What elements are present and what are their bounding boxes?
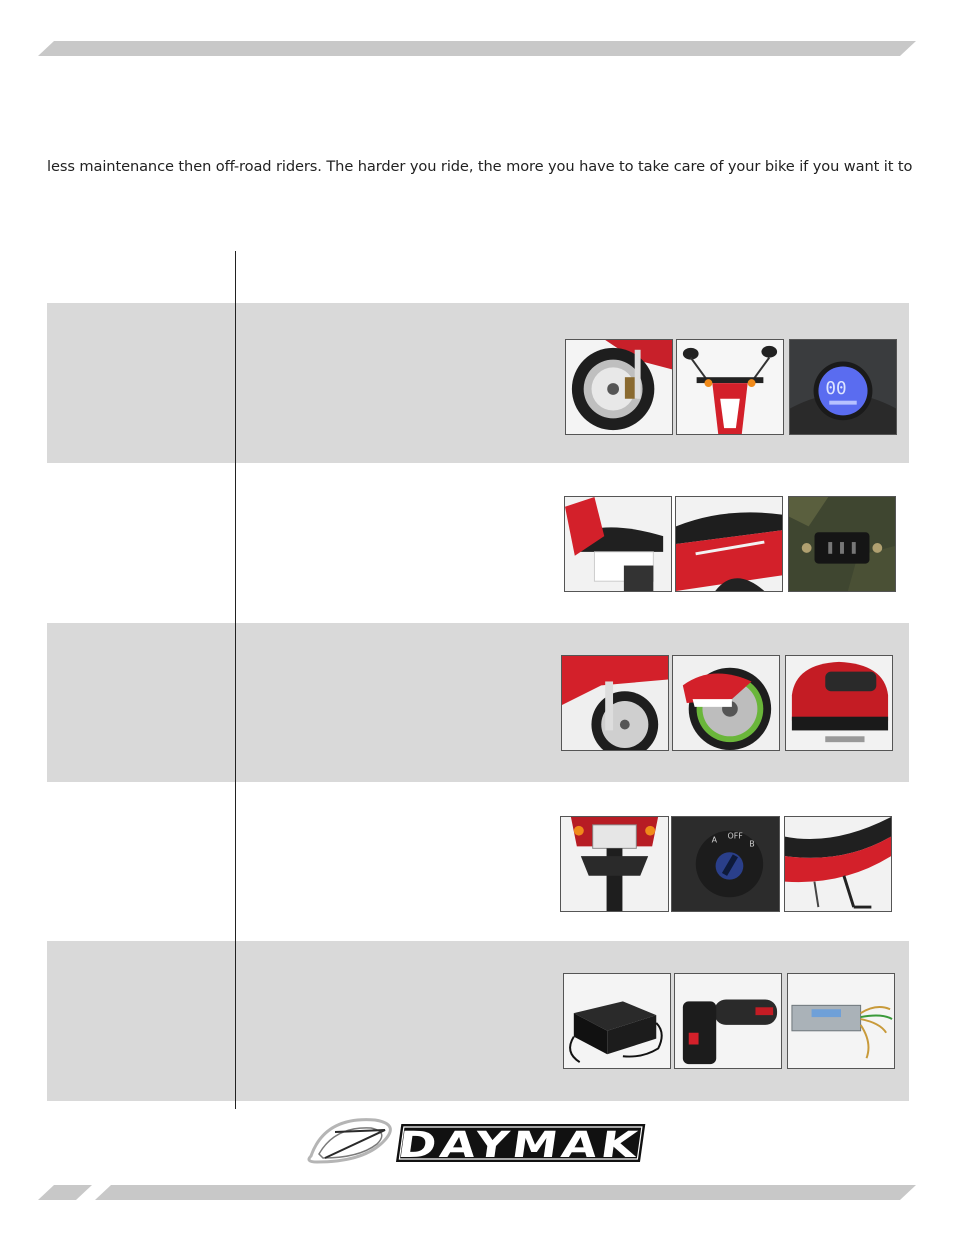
svg-text:00: 00 [825,378,847,399]
column-divider [235,251,236,1109]
front-wheel-disc-brake-photo [565,339,673,435]
motor-controller-photo [787,973,895,1069]
svg-text:B: B [749,839,755,849]
brand-name: DAYMAK [395,1123,592,1166]
bottom-stripe-left [38,1185,92,1200]
rear-plate-view-photo [560,816,669,912]
intro-text: less maintenance then off-road riders. The harder you ride, the more you have to take care of your bike if you want it to [47,158,913,175]
ignition-key-switch-photo [671,816,780,912]
rear-storage-box-photo [785,655,893,751]
top-stripe [38,41,916,56]
battery-charger-photo [563,973,671,1069]
charging-port-photo [788,496,896,592]
handlebar-front-view-photo [676,339,784,435]
rear-wheel-photo [672,655,780,751]
svg-text:OFF: OFF [727,831,743,841]
daymak-logo [305,1112,650,1168]
seat-rear-photo [675,496,783,592]
lcd-speedometer-photo [789,339,897,435]
throttle-grip-photo [674,973,782,1069]
bottom-stripe-main [95,1185,916,1200]
svg-text:A: A [711,835,718,845]
kickstand-photo [784,816,892,912]
front-fork-wheel-photo [561,655,669,751]
seat-side-photo [564,496,672,592]
